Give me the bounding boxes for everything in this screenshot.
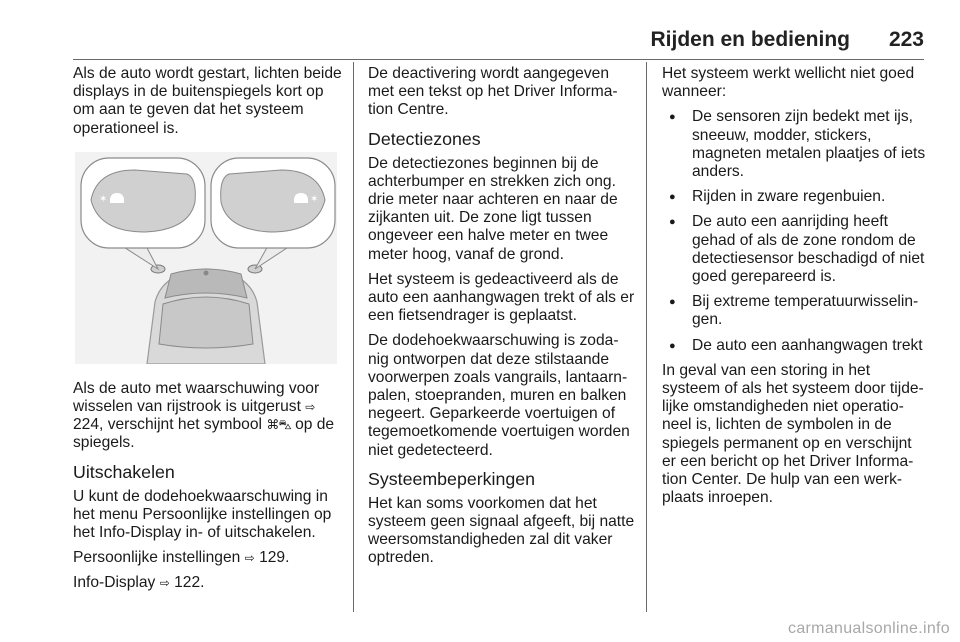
section-title: Rijden en bediening [650,28,850,51]
reference-arrow-icon: ⇨ [244,551,255,566]
paragraph-deactivation: De deactivering wordt aangegeven met een tekst op het Driver Informa-tion Centre. [368,65,618,119]
blind-spot-warning-icon: ⌘⛍ [266,417,291,433]
reference-arrow-icon: ⇨ [305,400,316,415]
heading-uitschakelen: Uitschakelen [73,461,175,482]
list-item: ● Rijden in zware regenbuien. [662,188,928,206]
paragraph-disable: U kunt de dodehoekwaarschuwing in het menu Persoonlijke instellingen op het Info-Display in- of uitschakelen. [73,487,332,542]
list-item: ● De auto een aanrijding heeft gehad of als de zone rondom de detectiesensor beschadigd of niet goed gerepareerd is. [662,213,928,286]
column-divider-2 [646,62,647,612]
mirror-illustration [75,152,337,364]
column-divider-1 [353,62,354,612]
paragraph-trailer: Het systeem is gedeactiveerd als de auto een aanhangwagen trekt of als er een fietsendrager is geplaatst. [368,270,635,325]
paragraph-startup: Als de auto wordt gestart, lichten beide displays in de buitenspiegels kort op om aan te geven dat het systeem operationeel is. [73,65,342,137]
mirror-illustration-svg [75,152,337,364]
svg-text:✶: ✶ [310,193,319,205]
reference-personal-settings: Persoonlijke instellingen ⇨ 129. [73,549,290,567]
list-item: ● Bij extreme temperatuurwisselin-gen. [662,293,928,329]
conditions-list [662,108,928,354]
reference-info-display: Info-Display ⇨ 122. [73,574,205,592]
paragraph-lane-change: Als de auto met waarschuwing voor wisselen van rijstrook is uitgerust ⇨ 224, verschijnt het symbool ⌘⛍ op de spiegels. [73,379,335,452]
column-2 [368,65,638,575]
paragraph-conditions: Het systeem werkt wellicht niet goed wanneer: [662,65,915,101]
reference-arrow-icon: ⇨ [159,576,170,591]
paragraph-malfunction: In geval van een storing in het systeem of als het systeem door tijde-lijke omstandigheden niet operatio-neel is, lichten de symbolen in de spiegels permanent op en verschijnt er een bericht op het Driver Informa-tion Center. De hulp van een werk-plaats inroepen. [662,361,924,507]
list-item: ● De auto een aanhangwagen trekt [662,337,928,355]
heading-detectiezones: Detectiezones [368,128,481,149]
page-number: 223 [888,28,924,51]
watermark: carmanualsonline.info [788,620,950,637]
column-3 [662,65,928,514]
header-divider [73,59,924,60]
paragraph-stationary: De dodehoekwaarschuwing is zoda-nig ontworpen dat deze stilstaande voorwerpen zoals vangrails, lantaarn-palen, stoepranden, muren en balken negeert. Geparkeerde voertuigen of tegemoetkomende voertuigen worden niet gedetecteerd. [368,332,630,459]
paragraph-zones: De detectiezones beginnen bij de achterbumper en strekken zich ong. drie meter naar achteren en naar de zijkanten uit. De zone ligt tussen ongeveer een halve meter en twee meter hoog, vanaf de grond. [368,154,618,263]
page-reference: 224 [73,416,100,434]
paragraph-limitations: Het kan soms voorkomen dat het systeem geen signaal afgeeft, bij natte weersomstandigheden zal dit vaker optreden. [368,494,635,567]
column-1 [73,65,345,600]
page-header [0,28,960,62]
svg-text:✶: ✶ [99,193,108,205]
heading-systeembeperkingen: Systeembeperkingen [368,468,536,489]
list-item: ● De sensoren zijn bedekt met ijs, sneeuw, modder, stickers, magneten metalen plaatjes of iets anders. [662,108,928,181]
